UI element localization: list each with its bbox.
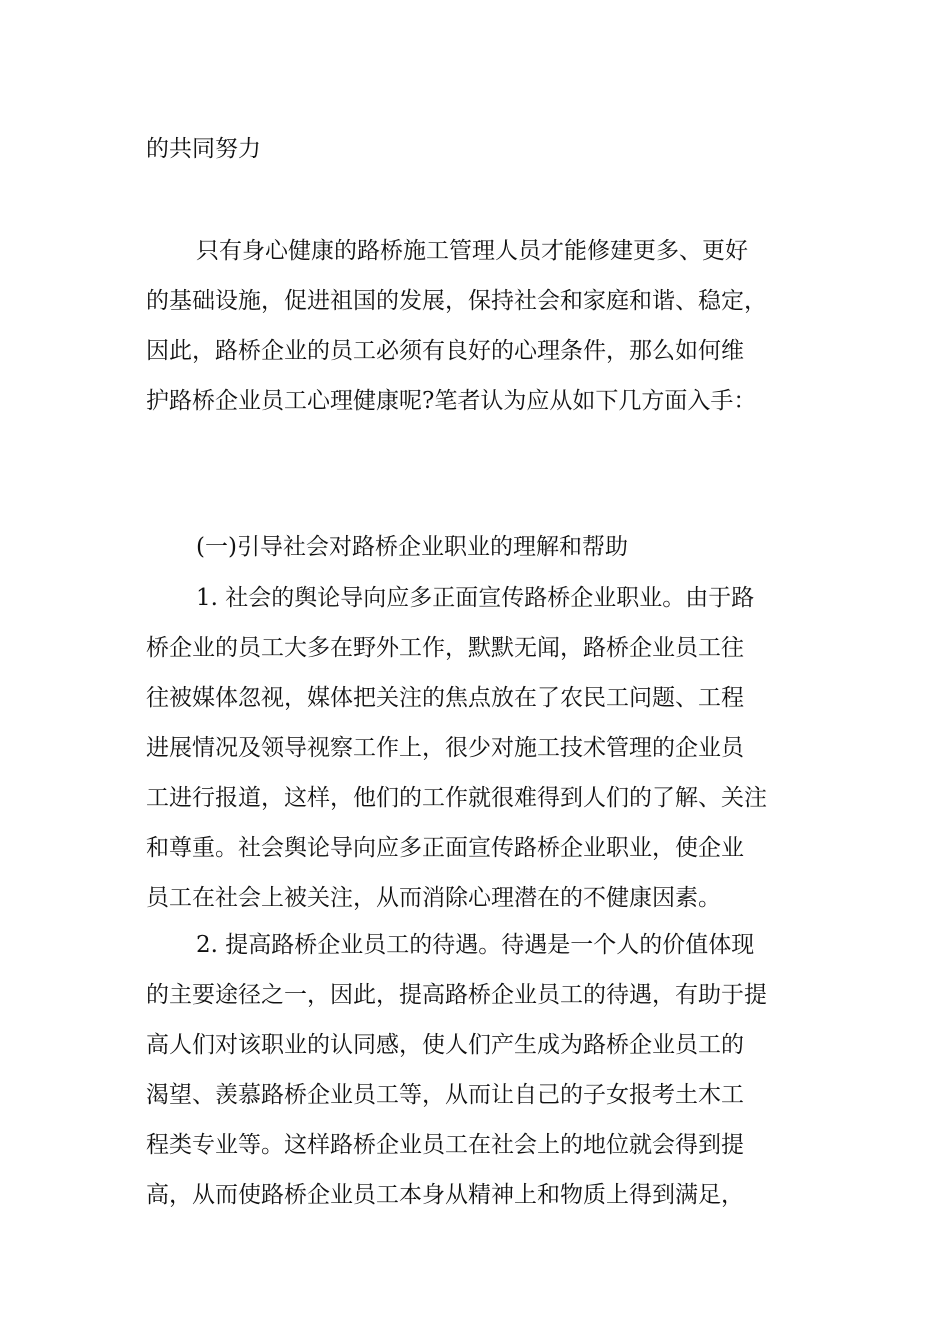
text-line: 1. 社会的舆论导向应多正面宣传路桥企业职业。由于路 — [196, 585, 755, 611]
text-line: 高人们对该职业的认同感，使人们产生成为路桥企业员工的 — [146, 1032, 744, 1058]
text-line: 的共同努力 — [146, 136, 261, 162]
item-2-paragraph — [146, 920, 811, 1220]
text-line: 的主要途径之一，因此，提高路桥企业员工的待遇，有助于提 — [146, 982, 767, 1008]
text-line: 2. 提高路桥企业员工的待遇。待遇是一个人的价值体现 — [196, 932, 755, 958]
section-heading-text: (一)引导社会对路桥企业职业的理解和帮助 — [196, 534, 628, 560]
text-line: 和尊重。社会舆论导向应多正面宣传路桥企业职业，使企业 — [146, 835, 744, 861]
section-heading — [146, 522, 811, 572]
text-line: 渴望、羡慕路桥企业员工等，从而让自己的子女报考土木工 — [146, 1082, 744, 1108]
intro-paragraph — [146, 226, 811, 426]
text-line: 的基础设施，促进祖国的发展，保持社会和家庭和谐、稳定， — [146, 288, 767, 314]
text-line: 工进行报道，这样，他们的工作就很难得到人们的了解、关注 — [146, 785, 767, 811]
text-line: 只有身心健康的路桥施工管理人员才能修建更多、更好 — [196, 238, 748, 264]
text-line: 桥企业的员工大多在野外工作，默默无闻，路桥企业员工往 — [146, 635, 744, 661]
top-fragment — [146, 124, 811, 174]
text-line: 因此，路桥企业的员工必须有良好的心理条件，那么如何维 — [146, 338, 744, 364]
text-line: 进展情况及领导视察工作上，很少对施工技术管理的企业员 — [146, 735, 744, 761]
item-1-paragraph — [146, 573, 811, 923]
text-line: 员工在社会上被关注，从而消除心理潜在的不健康因素。 — [146, 885, 721, 911]
text-line: 往被媒体忽视，媒体把关注的焦点放在了农民工问题、工程 — [146, 685, 744, 711]
text-line: 护路桥企业员工心理健康呢?笔者认为应从如下几方面入手： — [146, 388, 757, 414]
text-line: 程类专业等。这样路桥企业员工在社会上的地位就会得到提 — [146, 1132, 744, 1158]
text-line: 高，从而使路桥企业员工本身从精神上和物质上得到满足， — [146, 1182, 744, 1208]
